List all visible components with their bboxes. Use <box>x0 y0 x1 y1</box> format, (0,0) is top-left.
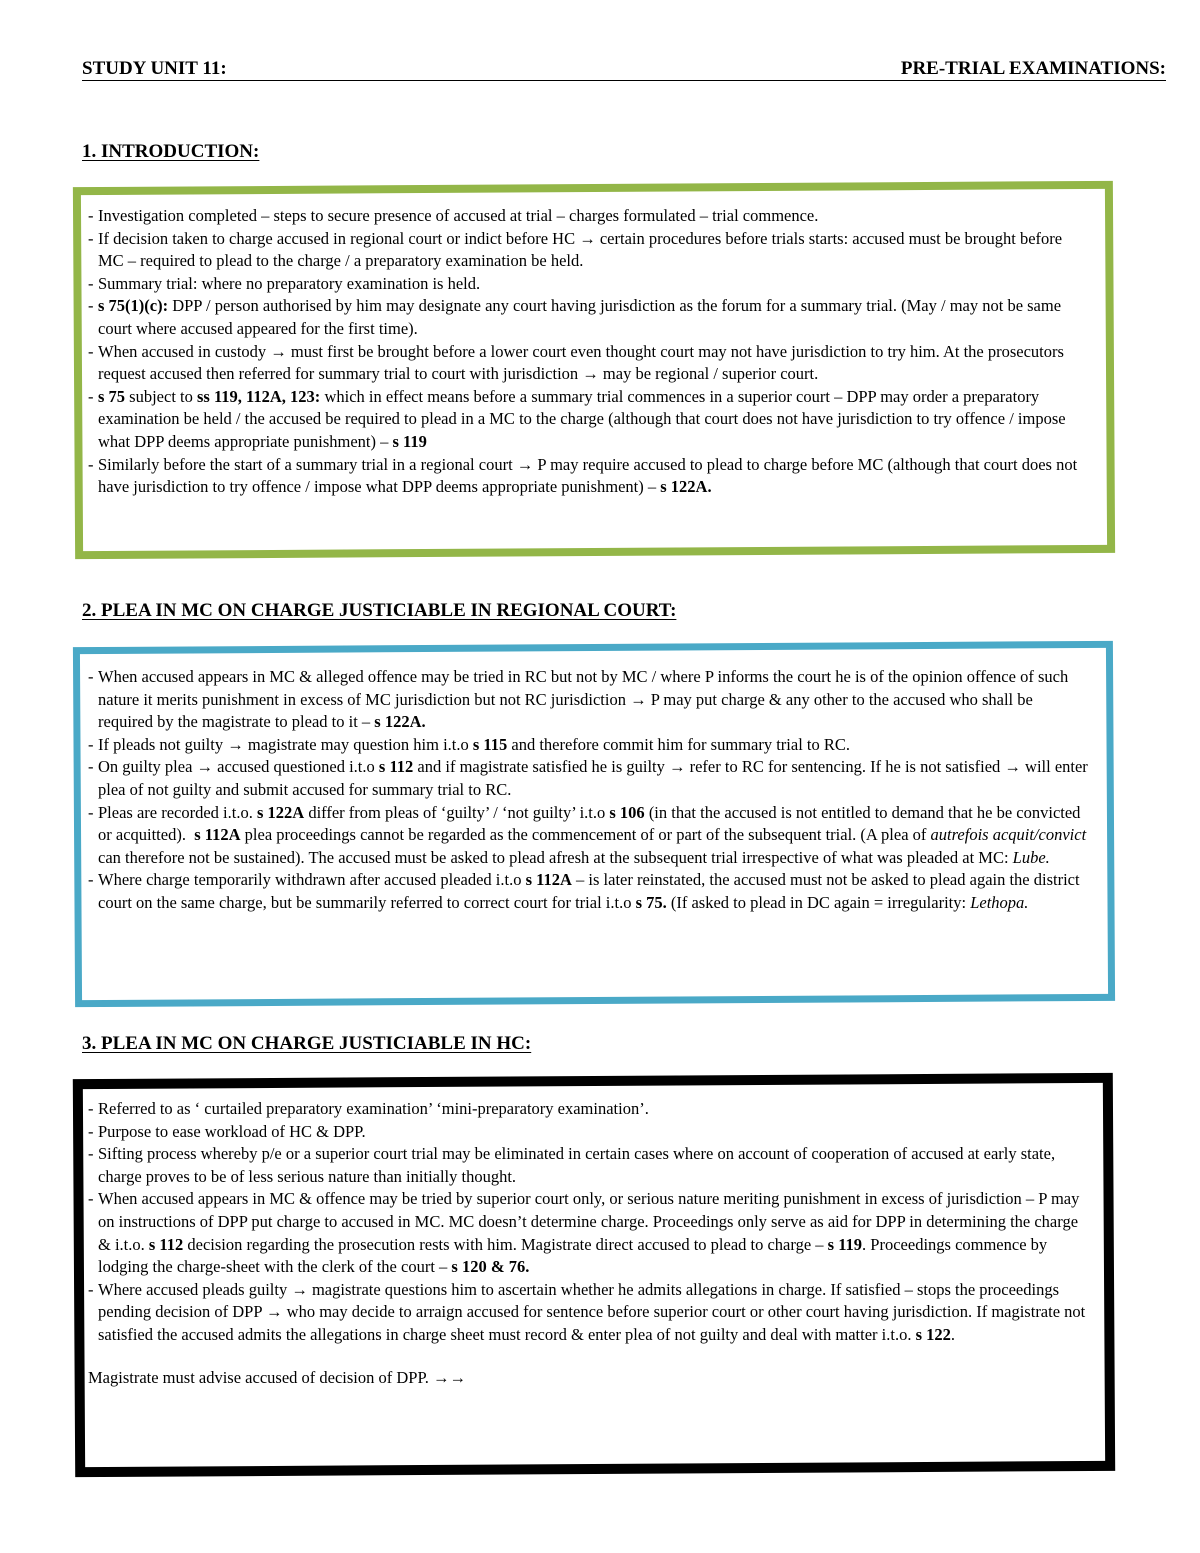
plea-hc-content <box>88 1098 1088 1389</box>
bullet-item: - On guilty plea → accused questioned i.t.o s 112 and if magistrate satisfied he is guilty → refer to RC for sentencing. If he is not satisfied → will enter plea of not guilty and submit accused for summary trial to RC. <box>88 756 1088 801</box>
bullet-item: - When accused in custody → must first be brought before a lower court even thought court may not have jurisdiction to try him. At the prosecutors request accused then referred for summary trial to court with jurisdiction → may be regional / superior court. <box>88 341 1088 386</box>
bullet-item: - s 75 subject to ss 119, 112A, 123: which in effect means before a summary trial commences in a superior court – DPP may order a preparatory examination be held / the accused be required to plead in a MC to the charge (although that court does not have jurisdiction to try offence / impose what DPP deems appropriate punishment) – s 119 <box>88 386 1088 454</box>
section-title-plea-regional-court: 2. PLEA IN MC ON CHARGE JUSTICIABLE IN REGIONAL COURT: <box>82 600 677 621</box>
bullet-item: - If decision taken to charge accused in regional court or indict before HC → certain procedures before trials starts: accused must be brought before MC – required to plead to the charge / a preparatory examination be held. <box>88 228 1088 273</box>
bullet-item: - If pleads not guilty → magistrate may question him i.t.o s 115 and therefore commit him for summary trial to RC. <box>88 734 1088 757</box>
bullet-item: - Investigation completed – steps to secure presence of accused at trial – charges formulated – trial commence. <box>88 205 1088 228</box>
bullet-item: - Similarly before the start of a summary trial in a regional court → P may require accused to plead to charge before MC (although that court does not have jurisdiction to try offence / impose what DPP deems appropriate punishment) – s 122A. <box>88 454 1088 499</box>
bullet-item: - When accused appears in MC & offence may be tried by superior court only, or serious nature meriting punishment in excess of jurisdiction – P may on instructions of DPP put charge to accused in MC. MC doesn’t determine charge. Proceedings only serve as aid for DPP in determining the charge & i.t.o. s 112 decision regarding the prosecution rests with him. Magistrate direct accused to plead to charge – s 119. Proceedings commence by lodging the charge-sheet with the clerk of the court – s 120 & 76. <box>88 1188 1088 1278</box>
bullet-item: - Purpose to ease workload of HC & DPP. <box>88 1121 1088 1144</box>
spacer <box>88 1347 1088 1367</box>
page-header <box>82 58 1166 81</box>
closing-note: Magistrate must advise accused of decision of DPP. →→ <box>88 1367 467 1387</box>
bullet-item: - Summary trial: where no preparatory examination is held. <box>88 273 1088 296</box>
bullet-item: - Where accused pleads guilty → magistrate questions him to ascertain whether he admits allegations in charge. If satisfied – stops the proceedings pending decision of DPP → who may decide to arraign accused for sentence before superior court or other court having jurisdiction. If magistrate not satisfied the accused admits the allegations in charge sheet must record & enter plea of not guilty and deal with matter i.t.o. s 122. <box>88 1279 1088 1347</box>
bullet-item: - Referred to as ‘ curtailed preparatory examination’ ‘mini-preparatory examination’. <box>88 1098 1088 1121</box>
section-title-introduction: 1. INTRODUCTION: <box>82 141 260 162</box>
plea-regional-court-content <box>88 666 1088 915</box>
study-unit-label: STUDY UNIT 11: <box>82 58 227 79</box>
bullet-item: - Where charge temporarily withdrawn after accused pleaded i.t.o s 112A – is later reinstated, the accused must not be asked to plead again the district court on the same charge, but be summarily referred to correct court for trial i.t.o s 75. (If asked to plead in DC again = irregularity: Lethopa. <box>88 869 1088 914</box>
bullet-item: - Sifting process whereby p/e or a superior court trial may be eliminated in certain cases where on account of cooperation of accused at early state, charge proves to be of less serious nature than initially thought. <box>88 1143 1088 1188</box>
bullet-item: - s 75(1)(c): DPP / person authorised by him may designate any court having jurisdiction as the forum for a summary trial. (May / may not be same court where accused appeared for the first time). <box>88 295 1088 340</box>
introduction-content <box>88 205 1088 499</box>
bullet-item: - When accused appears in MC & alleged offence may be tried in RC but not by MC / where P informs the court he is of the opinion offence of such nature it merits punishment in excess of MC jurisdiction but not RC jurisdiction → P may put charge & any other to the accused who shall be required by the magistrate to plead to it – s 122A. <box>88 666 1088 734</box>
bullet-item: - Pleas are recorded i.t.o. s 122A differ from pleas of ‘guilty’ / ‘not guilty’ i.t.o s 106 (in that the accused is not entitled to demand that he be convicted or acquitted). s 112A plea proceedings cannot be regarded as the commencement of or part of the subsequent trial. (A plea of autrefois acquit/convict can therefore not be sustained). The accused must be asked to plead afresh at the subsequent trial irrespective of what was pleaded at MC: Lube. <box>88 802 1088 870</box>
section-title-plea-hc: 3. PLEA IN MC ON CHARGE JUSTICIABLE IN HC: <box>82 1033 532 1054</box>
unit-topic-label: PRE-TRIAL EXAMINATIONS: <box>900 58 1166 79</box>
